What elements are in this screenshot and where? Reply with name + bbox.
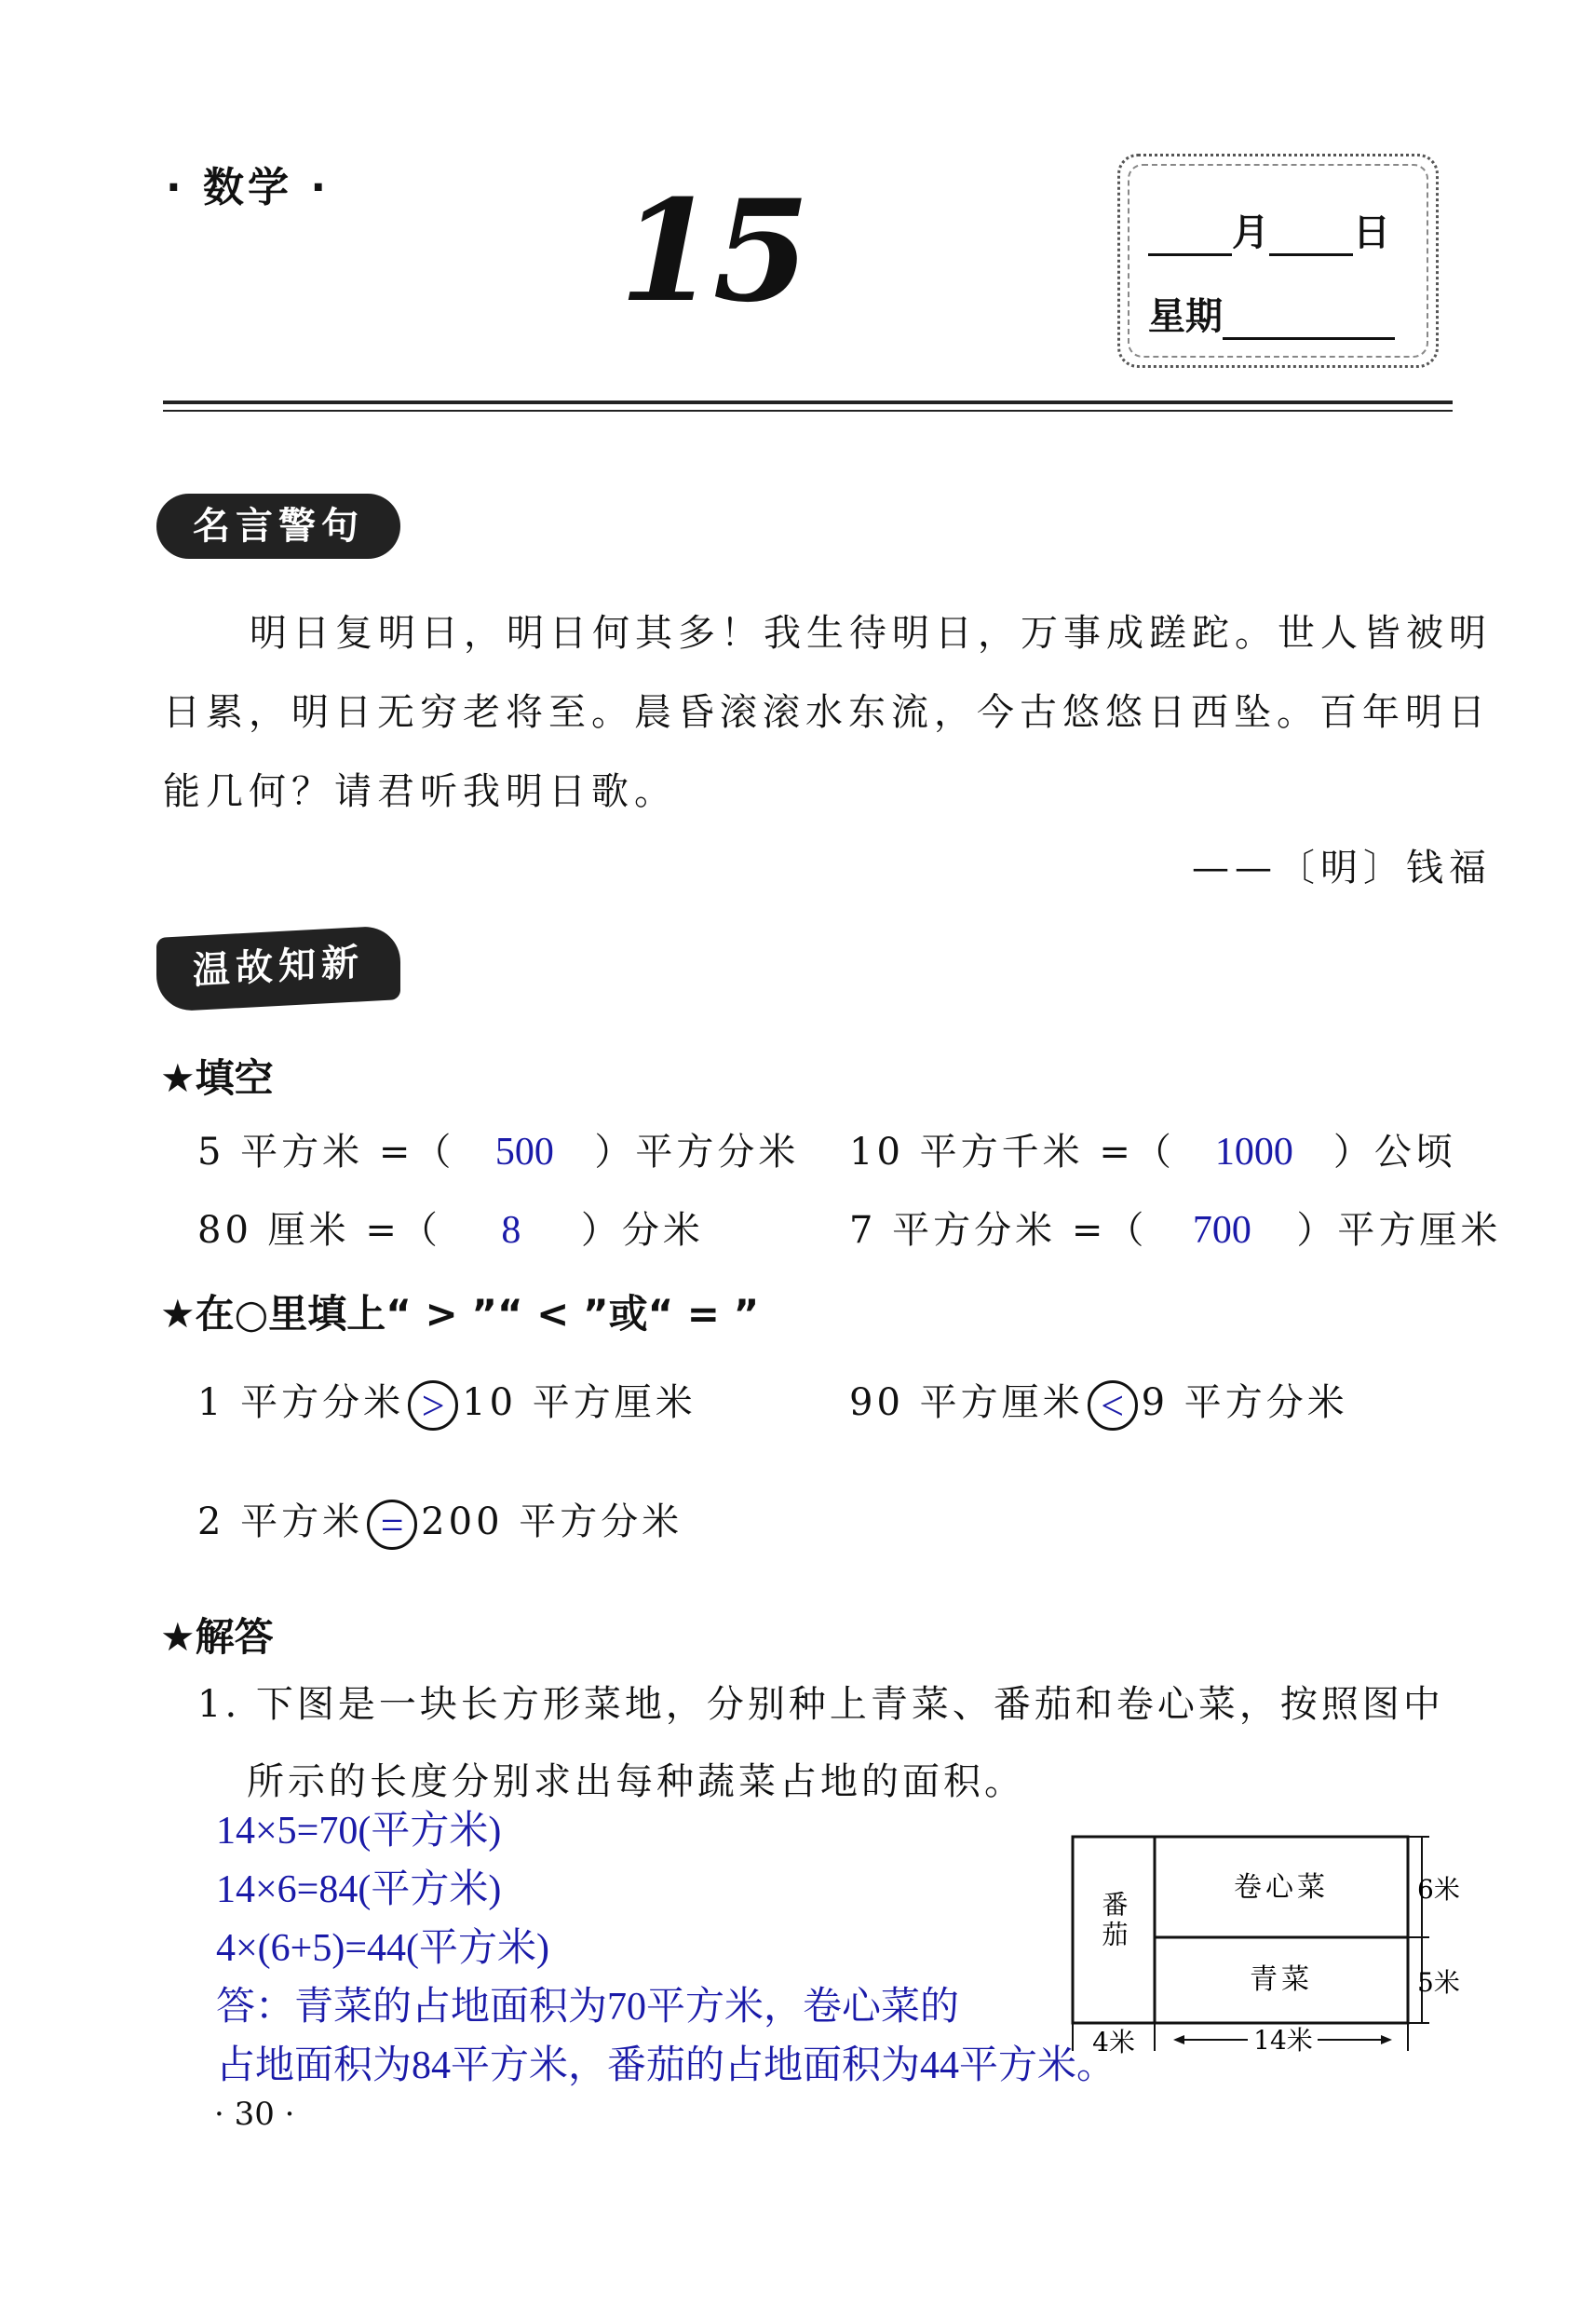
solve-heading: ★解答 <box>160 1614 274 1660</box>
bottom-height-label: 5米 <box>1417 1967 1460 1998</box>
weekday-label: 星期 <box>1148 295 1223 338</box>
dim-arrow-right-head <box>1381 2035 1392 2044</box>
header-rule-thin <box>163 410 1453 412</box>
compare-heading: ★在○里填上“ > ”“ < ”或“ = ” <box>160 1291 760 1337</box>
solution-line-3: 4×(6+5)=44(平方米) <box>216 1927 550 1970</box>
fill-item-text: 80 厘米 =（ <box>197 1209 441 1252</box>
quote-line-2: 日累，明日无穷老将至。晨昏滚滚水东流，今古悠悠日西坠。百年明日 <box>163 691 1491 734</box>
quote-line-1: 明日复明日，明日何其多！我生待明日，万事成蹉跎。世人皆被明 <box>250 612 1492 655</box>
fill-item-text: 5 平方米 =（ <box>197 1131 455 1174</box>
fill-answer[interactable]: 1000 <box>1214 1131 1293 1174</box>
fill-item-text: ）平方厘米 <box>1296 1209 1502 1252</box>
compare-circle[interactable]: < <box>1088 1380 1138 1431</box>
fill-item-text: 10 平方千米 =（ <box>849 1131 1175 1174</box>
solution-line-5: 占地面积为84平方米，番茄的占地面积为44平方米。 <box>216 2044 1116 2087</box>
fill-item-text: ）平方分米 <box>594 1131 800 1174</box>
fill-answer[interactable]: 8 <box>501 1209 521 1252</box>
date-weekday-line <box>1148 287 1395 340</box>
review-section-badge: 温故知新 <box>156 925 400 1012</box>
quote-author: ——〔明〕钱福 <box>1192 847 1492 889</box>
fill-item-text: ）公顷 <box>1332 1131 1456 1174</box>
compare-left: 2 平方米 <box>197 1500 364 1543</box>
fill-answer[interactable]: 700 <box>1192 1209 1251 1252</box>
problem-line-2: 所示的长度分别求出每种蔬菜占地的面积。 <box>247 1760 1025 1803</box>
compare-left: 90 平方厘米 <box>849 1381 1084 1424</box>
quote-section-badge: 名言警句 <box>156 494 400 559</box>
lesson-number: 15 <box>619 170 806 333</box>
tomato-label: 番茄 <box>1098 1891 1129 1950</box>
compare-left: 1 平方分米 <box>197 1381 405 1424</box>
month-blank[interactable] <box>1148 220 1232 256</box>
day-suffix: 日 <box>1353 211 1390 254</box>
cabbage-label: 卷心菜 <box>1234 1871 1329 1904</box>
solution-line-1: 14×5=70(平方米) <box>216 1810 502 1853</box>
fill-item-3 <box>197 1211 704 1250</box>
fill-item-text: ）分米 <box>580 1209 704 1252</box>
left-width-label: 4米 <box>1092 2027 1135 2057</box>
quote-line-3: 能几何？请君听我明日歌。 <box>163 770 677 813</box>
compare-item-2 <box>849 1380 1348 1431</box>
compare-right: 9 平方分米 <box>1141 1381 1348 1424</box>
greens-label: 青菜 <box>1250 1963 1313 1996</box>
solution-line-2: 14×6=84(平方米) <box>216 1868 502 1911</box>
compare-item-3 <box>197 1500 683 1550</box>
garden-diagram <box>1071 1835 1471 2058</box>
weekday-blank[interactable] <box>1223 304 1395 340</box>
fill-item-2 <box>849 1133 1456 1172</box>
compare-circle[interactable]: > <box>408 1380 458 1431</box>
compare-item-1 <box>197 1380 697 1431</box>
main-width-label: 14米 <box>1253 2025 1313 2056</box>
day-blank[interactable] <box>1269 220 1353 256</box>
date-month-day-line <box>1148 203 1390 256</box>
compare-right: 10 平方厘米 <box>462 1381 697 1424</box>
header-rule-thick <box>163 401 1453 404</box>
fill-blank-heading: ★填空 <box>160 1055 274 1101</box>
dim-arrow-left-head <box>1173 2035 1184 2044</box>
subject-label: · 数学 · <box>166 164 331 211</box>
fill-answer[interactable]: 500 <box>494 1131 554 1174</box>
compare-circle[interactable]: = <box>367 1500 417 1550</box>
compare-right: 200 平方分米 <box>421 1500 683 1543</box>
month-suffix: 月 <box>1232 211 1269 254</box>
fill-item-text: 7 平方分米 =（ <box>849 1209 1148 1252</box>
solution-line-4: 答：青菜的占地面积为70平方米，卷心菜的 <box>216 1986 960 2029</box>
fill-item-4 <box>849 1211 1501 1250</box>
date-box <box>1117 154 1439 368</box>
top-height-label: 6米 <box>1417 1874 1460 1905</box>
page-number: · 30 · <box>214 2096 295 2133</box>
fill-item-1 <box>197 1133 799 1172</box>
problem-line-1: 1. 下图是一块长方形菜地，分别种上青菜、番茄和卷心菜，按照图中 <box>197 1683 1444 1726</box>
